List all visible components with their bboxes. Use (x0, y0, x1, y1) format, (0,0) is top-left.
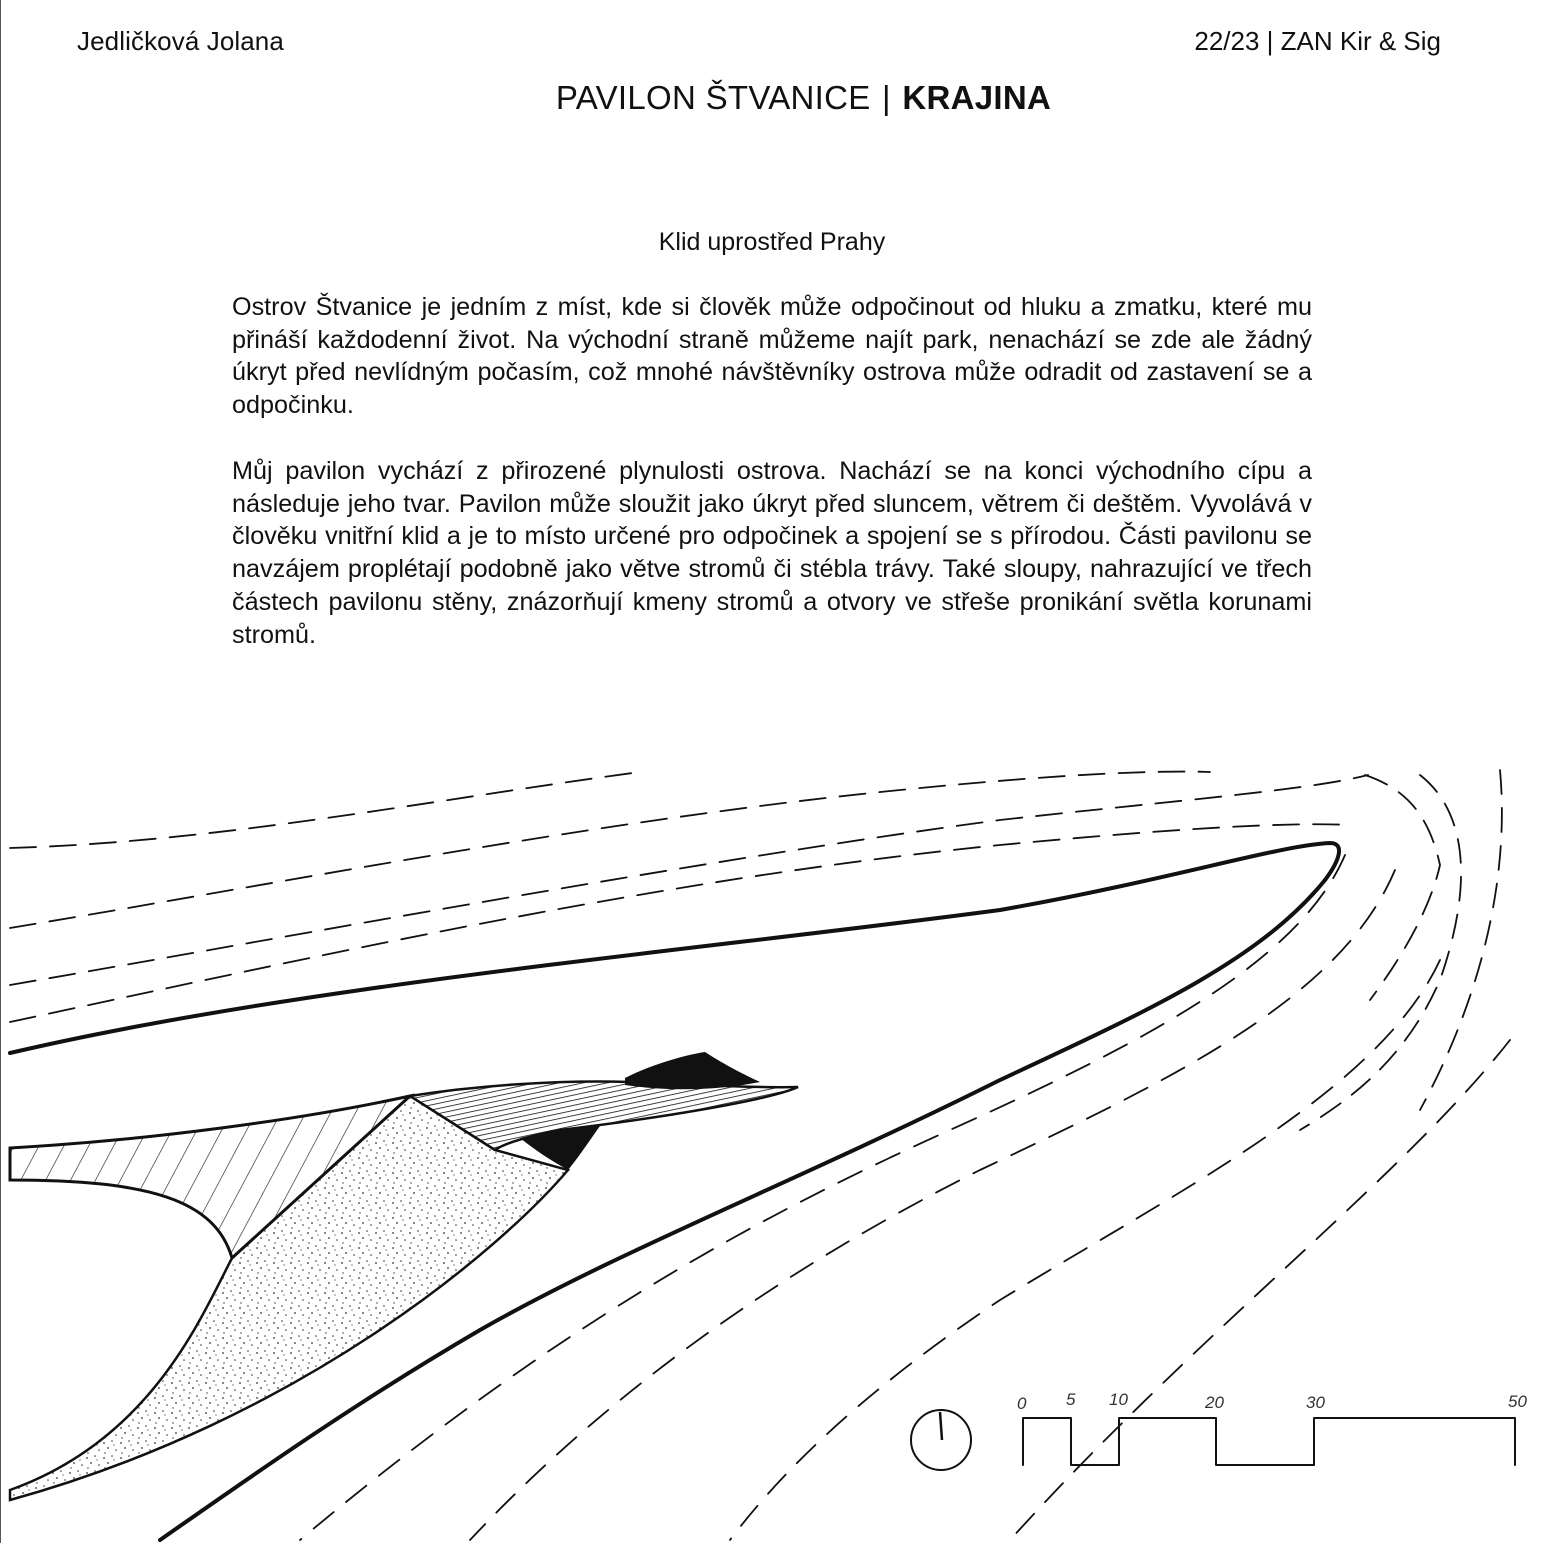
title-separator: | (882, 79, 891, 116)
scale-label-5: 5 (1066, 1390, 1076, 1409)
scale-label-0: 0 (1017, 1394, 1027, 1413)
scale-label-20: 20 (1205, 1393, 1224, 1412)
title-emphasis: KRAJINA (902, 79, 1052, 116)
subtitle: Klid uprostřed Prahy (658, 228, 886, 256)
scale-label-10: 10 (1109, 1390, 1128, 1409)
paragraph-pavilion: Můj pavilon vychází z přirozené plynulosti ostrova. Nachází se na konci východního cípu a následuje jeho tvar. Pavilon může sloužit jako úkryt před sluncem, větrem či deštěm. Vyvolává v člověku vnitřní klid a je to místo určené pro odpočinek a spojení se s přírodou. Části pavilonu se navzájem proplétají podobně jako větve stromů či stébla trávy. Také sloupy, nahrazující ve třech částech pavilonu stěny, znázorňují kmeny stromů a otvory ve střeše pronikání světla korunami stromů. (232, 457, 1312, 649)
title-main: PAVILON ŠTVANICE (555, 79, 871, 116)
contour-lines-north (10, 772, 1368, 1022)
island-shoreline-north (10, 843, 1339, 1053)
north-arrow-icon (911, 1410, 971, 1470)
paragraph-intro: Ostrov Štvanice je jedním z míst, kde si člověk může odpočinout od hluku a zmatku, které mu přináší každodenní život. Na východní straně můžeme najít park, nenachází se zde ale žádný úkryt před nevlídným počasím, což mnohé návštěvníky ostrova může odradit od zastavení se a odpočinku. (232, 293, 1312, 420)
author-name: Jedličková Jolana (77, 26, 284, 56)
scale-label-50: 50 (1508, 1392, 1527, 1411)
scale-label-30: 30 (1306, 1393, 1325, 1412)
course-label: 22/23 | ZAN Kir & Sig (1194, 26, 1441, 56)
scale-bar (1017, 1390, 1527, 1465)
